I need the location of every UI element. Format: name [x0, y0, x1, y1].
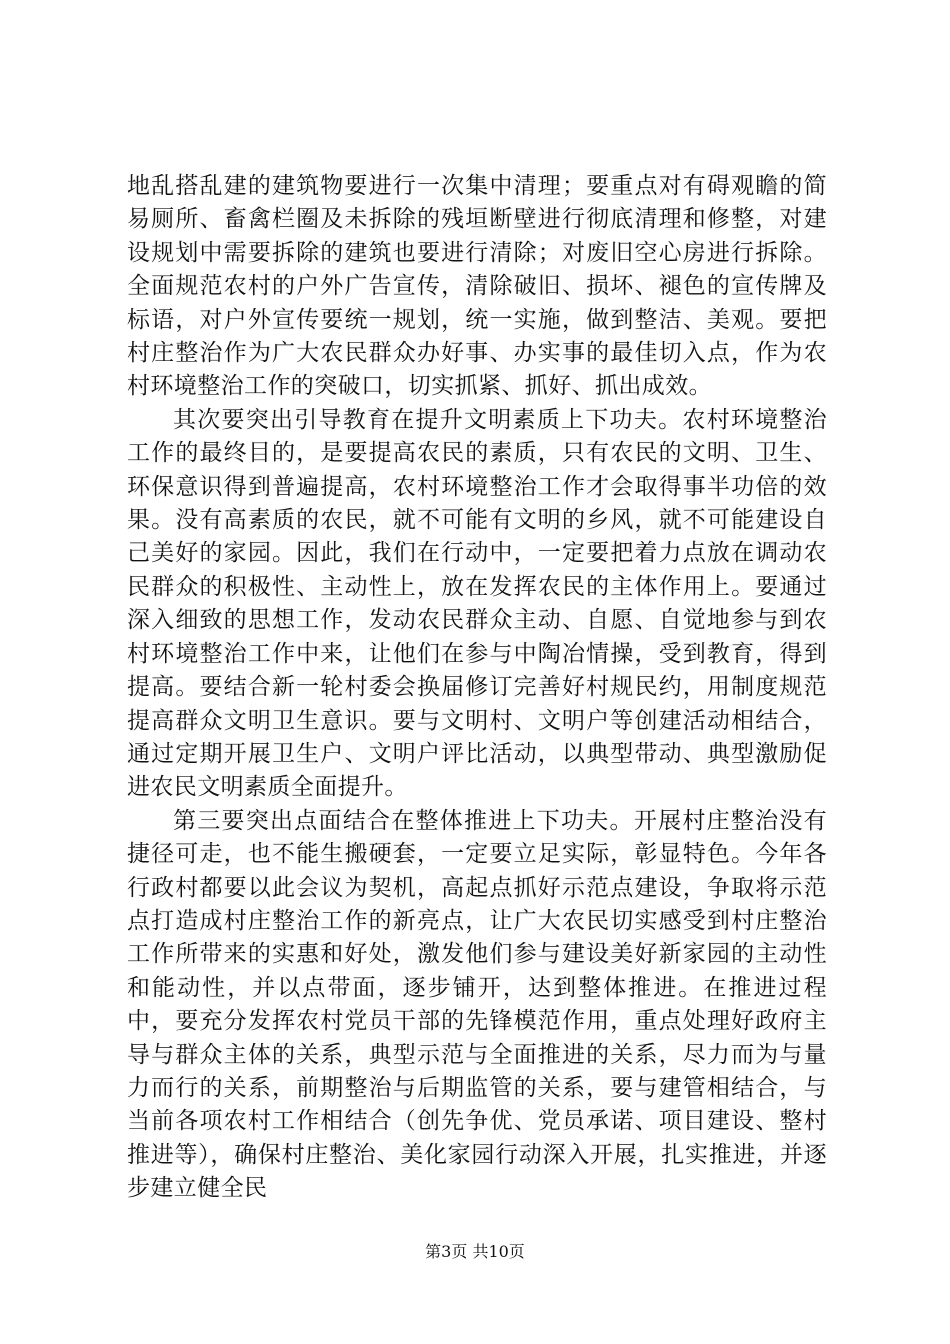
- paragraph-1: 地乱搭乱建的建筑物要进行一次集中清理；要重点对有碍观瞻的简易厕所、畜禽栏圈及未拆除的残垣断壁进行彻底清理和修整，对建设规划中需要拆除的建筑也要进行清除；对废旧空心房进行拆除。全面规范农村的户外广告宣传，清除破旧、损坏、褪色的宣传牌及标语，对户外宣传要统一规划，统一实施，做到整洁、美观。要把村庄整治作为广大农民群众办好事、办实事的最佳切入点，作为农村环境整治工作的突破口，切实抓紧、抓好、抓出成效。: [127, 173, 827, 400]
- paragraph-3: 第三要突出点面结合在整体推进上下功夫。开展村庄整治没有捷径可走，也不能生搬硬套，一定要立足实际，彰显特色。今年各行政村都要以此会议为契机，高起点抓好示范点建设，争取将示范点打造成村庄整治工作的新亮点，让广大农民切实感受到村庄整治工作所带来的实惠和好处，激发他们参与建设美好新家园的主动性和能动性，并以点带面，逐步铺开，达到整体推进。在推进过程中，要充分发挥农村党员干部的先锋模范作用，重点处理好政府主导与群众主体的关系，典型示范与全面推进的关系，尽力而为与量力而行的关系，前期整治与后期监管的关系，要与建管相结合，与当前各项农村工作相结合（创先争优、党员承诺、项目建设、整村推进等），确保村庄整治、美化家园行动深入开展，扎实推进，并逐步建立健全民: [127, 807, 827, 1202]
- paragraph-2: 其次要突出引导教育在提升文明素质上下功夫。农村环境整治工作的最终目的，是要提高农民的素质，只有农民的文明、卫生、环保意识得到普遍提高，农村环境整治工作才会取得事半功倍的效果。没有高素质的农民，就不可能有文明的乡风，就不可能建设自己美好的家园。因此，我们在行动中，一定要把着力点放在调动农民群众的积极性、主动性上，放在发挥农民的主体作用上。要通过深入细致的思想工作，发动农民群众主动、自愿、自觉地参与到农村环境整治工作中来，让他们在参与中陶冶情操，受到教育，得到提高。要结合新一轮村委会换届修订完善好村规民约，用制度规范提高群众文明卫生意识。要与文明村、文明户等创建活动相结合，通过定期开展卫生户、文明户评比活动，以典型带动、典型激励促进农民文明素质全面提升。: [127, 406, 827, 801]
- page-number-footer: 第3页 共10页: [425, 1242, 525, 1261]
- document-body: [127, 170, 827, 1206]
